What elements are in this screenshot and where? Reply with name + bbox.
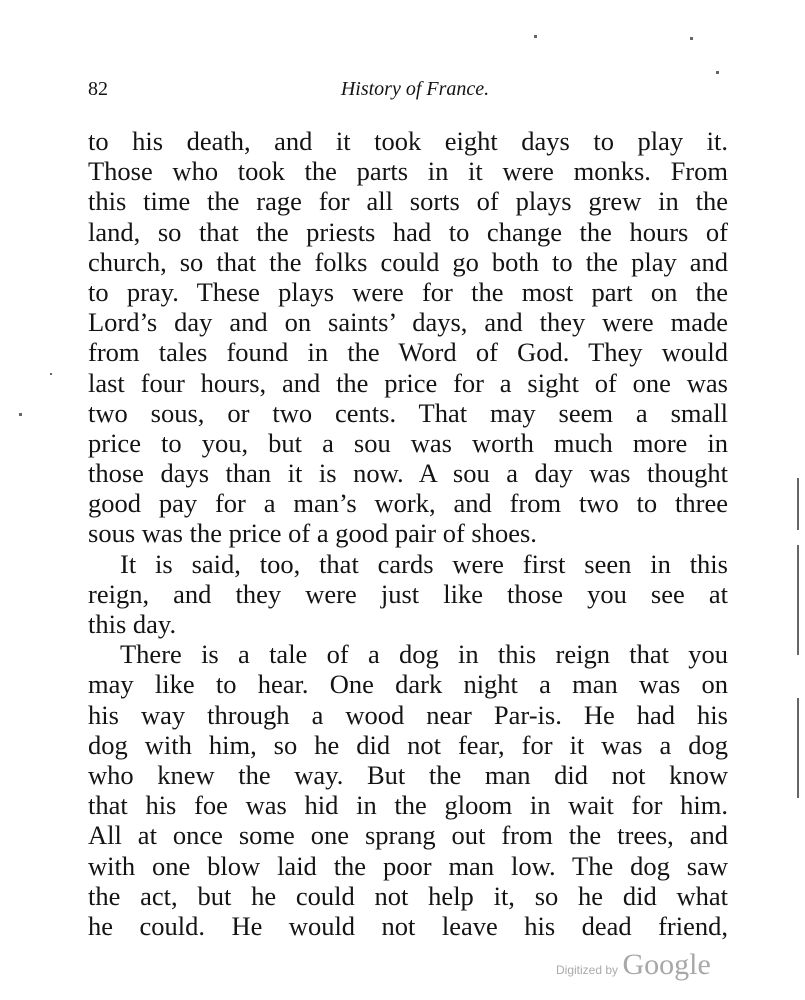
text-line: Lord’s day and on saints’ days, and they were made — [88, 307, 728, 338]
text-line: to pray. These plays were for the most part on the — [88, 276, 728, 307]
text-line: It is said, too, that cards were first seen in this — [120, 548, 728, 579]
text-line: to his death, and it took eight days to play it. — [88, 126, 728, 156]
text-line: that his foe was hid in the gloom in wait for him. — [88, 790, 728, 821]
scan-edge-line — [797, 478, 799, 530]
scan-speck — [716, 71, 719, 74]
scan-speck — [534, 35, 537, 38]
text-line: his way through a wood near Par-is. He had his — [88, 699, 728, 730]
google-watermark — [556, 948, 711, 982]
running-title: History of France. — [340, 78, 490, 100]
watermark-prefix: Digitized by — [556, 963, 619, 977]
text-line: he could. He would not leave his dead friend, — [88, 910, 728, 941]
text-line: two sous, or two cents. That may seem a small — [88, 397, 728, 428]
text-line: the act, but he could not help it, so he did what — [88, 880, 728, 911]
scan-speck — [690, 37, 693, 40]
text-line: Those who took the parts in it were monks. From — [88, 156, 728, 187]
scan-edge-line — [797, 698, 799, 798]
page-number: 82 — [88, 78, 108, 100]
scan-edge-line — [797, 545, 799, 655]
text-line: with one blow laid the poor man low. The dog saw — [88, 850, 728, 881]
text-line: dog with him, so he did not fear, for it was a dog — [88, 729, 728, 760]
scan-speck — [19, 413, 22, 416]
text-line: sous was the price of a good pair of shoes. — [88, 518, 537, 549]
text-line: who knew the way. But the man did not know — [88, 759, 728, 790]
body-text — [88, 126, 728, 941]
running-head — [0, 78, 805, 108]
text-line: land, so that the priests had to change the hours of — [88, 216, 728, 247]
text-line: church, so that the folks could go both to the play and — [88, 246, 728, 277]
text-line: last four hours, and the price for a sight of one was — [88, 367, 728, 398]
google-wordmark: Google — [622, 948, 711, 981]
text-line: this time the rage for all sorts of plays grew in the — [88, 186, 728, 217]
text-line: good pay for a man’s work, and from two to three — [88, 488, 728, 519]
text-line: reign, and they were just like those you see at — [88, 578, 728, 609]
text-line: those days than it is now. A sou a day was thought — [88, 458, 728, 489]
text-line: price to you, but a sou was worth much more in — [88, 427, 728, 458]
text-line: All at once some one sprang out from the trees, and — [88, 820, 728, 851]
text-line: There is a tale of a dog in this reign that you — [120, 639, 728, 670]
text-line: may like to hear. One dark night a man was on — [88, 669, 728, 700]
text-line: this day. — [88, 609, 177, 639]
scan-speck — [50, 373, 52, 375]
text-line: from tales found in the Word of God. They would — [88, 337, 728, 368]
